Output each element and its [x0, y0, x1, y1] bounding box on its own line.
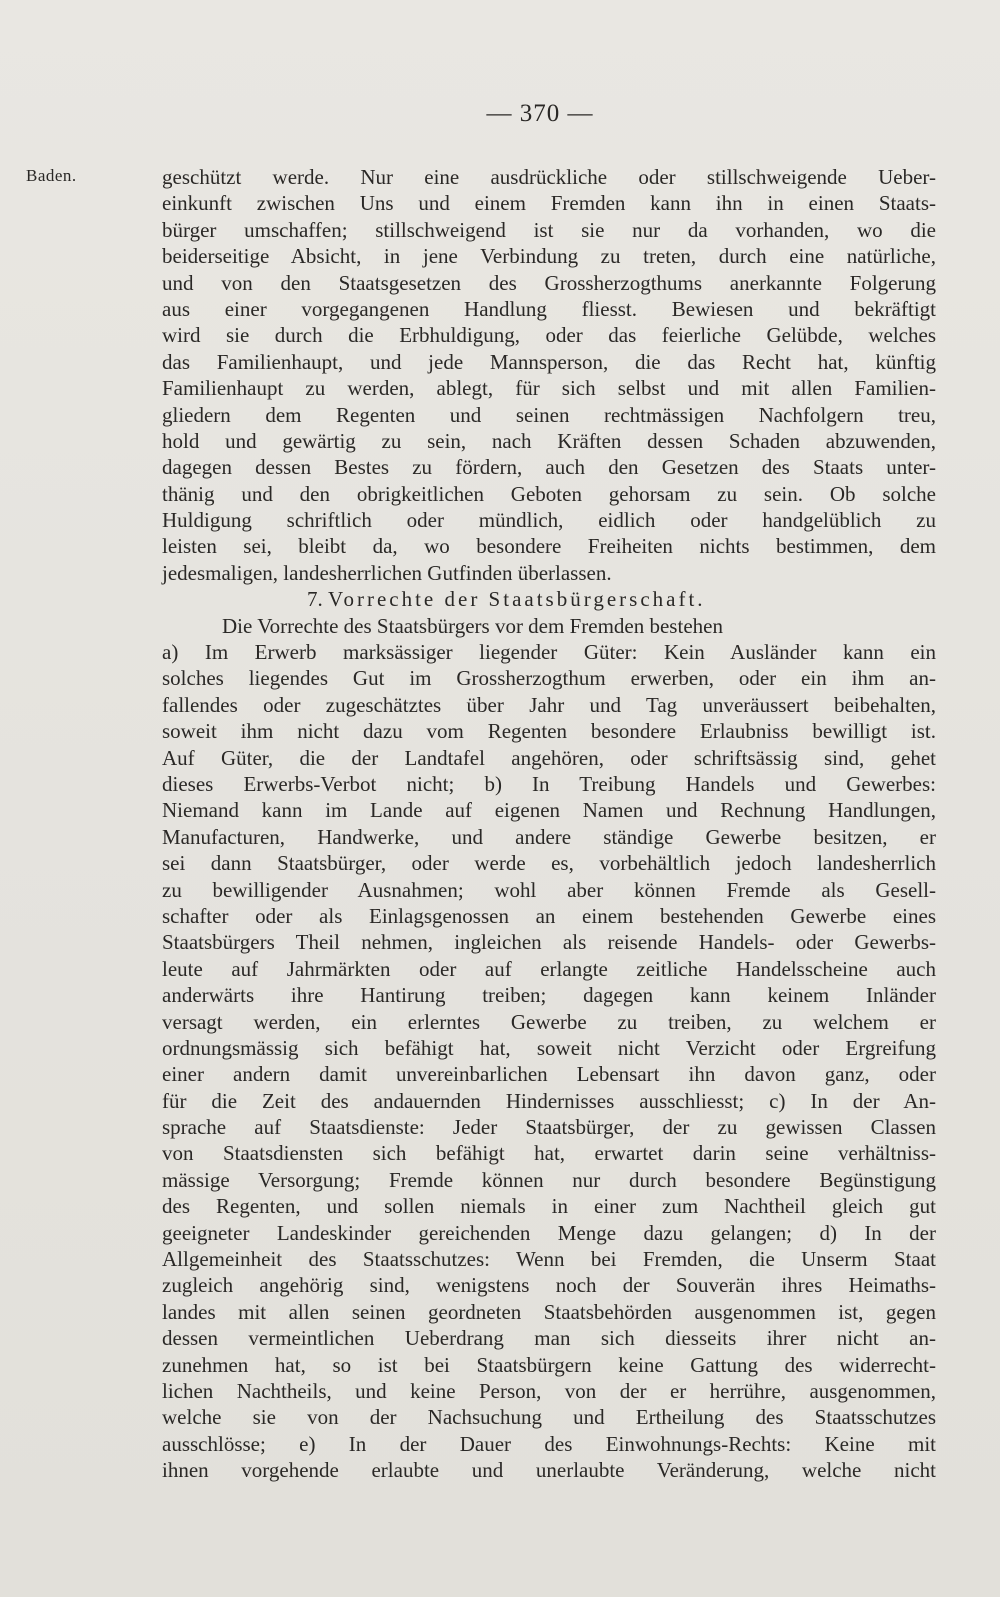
text-line: sei dann Staatsbürger, oder werde es, vorbehältlich jedoch landesherrlich [162, 851, 936, 876]
text-line: und von den Staatsgesetzen des Grossherzogthums anerkannte Folgerung [162, 270, 936, 295]
text-line: leute auf Jahrmärkten oder auf erlangte zeitliche Handelsscheine auch [162, 956, 936, 981]
section-number: 7. [307, 587, 323, 612]
text-line: a) Im Erwerb marksässiger liegender Güter: Kein Ausländer kann ein [162, 640, 936, 665]
section-title: Vorrechte der Staatsbürgerschaft. [328, 587, 706, 612]
text-line: geeigneter Landeskinder gereichenden Menge dazu gelangen; d) In der [162, 1220, 936, 1245]
text-line: sprache auf Staatsdienste: Jeder Staatsbürger, der zu gewissen Classen [162, 1115, 936, 1140]
text-line: solches liegendes Gut im Grossherzogthum erwerben, oder ein ihm an- [162, 666, 936, 691]
text-line: fallendes oder zugeschätztes über Jahr und Tag unveräussert beibehalten, [162, 692, 936, 717]
paragraph-citizenship-acquisition [162, 164, 936, 586]
text-line: zugleich angehörig sind, wenigstens noch der Souverän ihres Heimaths- [162, 1273, 936, 1298]
text-line: Niemand kann im Lande auf eigenen Namen und Rechnung Handlungen, [162, 798, 936, 823]
text-line: zu bewilligender Ausnahmen; wohl aber können Fremde als Gesell- [162, 877, 936, 902]
text-line: für die Zeit des andauernden Hindernisses ausschliesst; c) In der An- [162, 1088, 936, 1113]
text-line: soweit ihm nicht dazu vom Regenten besondere Erlaubniss bewilligt ist. [162, 719, 936, 744]
text-line: ordnungsmässig sich befähigt hat, soweit nicht Verzicht oder Ergreifung [162, 1035, 936, 1060]
text-line: aus einer vorgegangenen Handlung fliesst. Bewiesen und bekräftigt [162, 296, 936, 321]
text-line: zunehmen hat, so ist bei Staatsbürgern keine Gattung des widerrecht- [162, 1352, 936, 1377]
text-line: Auf Güter, die der Landtafel angehören, oder schriftsässig sind, gehet [162, 745, 936, 770]
text-line: dagegen dessen Bestes zu fördern, auch den Gesetzen des Staats unter- [162, 455, 936, 480]
text-line: anderwärts ihre Hantirung treiben; dagegen kann keinem Inländer [162, 983, 936, 1008]
text-line: wird sie durch die Erbhuldigung, oder das feierliche Gelübde, welches [162, 323, 936, 348]
text-line: Allgemeinheit des Staatsschutzes: Wenn bei Fremden, die Unserm Staat [162, 1247, 936, 1272]
text-line: geschützt werde. Nur eine ausdrückliche oder stillschweigende Ueber- [162, 165, 936, 189]
text-line: ausschlösse; e) In der Dauer des Einwohnungs-Rechts: Keine mit [162, 1431, 936, 1456]
text-line: leisten sei, bleibt da, wo besondere Freiheiten nichts bestimmen, dem [162, 534, 936, 559]
text-line: ihnen vorgehende erlaubte und unerlaubte Veränderung, welche nicht [162, 1458, 936, 1483]
text-line: des Regenten, und sollen niemals in einer zum Nachtheil gleich gut [162, 1194, 936, 1219]
text-line: Familienhaupt zu werden, ablegt, für sich selbst und mit allen Familien- [162, 376, 936, 401]
text-line: dieses Erwerbs-Verbot nicht; b) In Treibung Handels und Gewerbes: [162, 771, 936, 796]
text-line: dessen vermeintlichen Ueberdrang man sich diesseits ihrer nicht an- [162, 1326, 936, 1351]
text-line: thänig und den obrigkeitlichen Geboten gehorsam zu sein. Ob solche [162, 481, 936, 506]
body-text [162, 164, 936, 1484]
text-line: lichen Nachtheils, und keine Person, von der er herrühre, ausgenommen, [162, 1378, 936, 1403]
page-number: — 370 — [486, 100, 594, 127]
text-line: Die Vorrechte des Staatsbürgers vor dem Fremden bestehen [222, 613, 723, 638]
text-line: landes mit allen seinen geordneten Staatsbehörden ausgenommen ist, gegen [162, 1299, 936, 1324]
text-line: das Familienhaupt, und jede Mannsperson, die das Recht hat, künftig [162, 349, 936, 374]
text-line: jedesmaligen, landesherrlichen Gutfinden überlassen. [162, 560, 612, 585]
text-line: schafter oder als Einlagsgenossen an einem bestehenden Gewerbe eines [162, 903, 936, 928]
text-line: Staatsbürgers Theil nehmen, ingleichen als reisende Handels- oder Gewerbs- [162, 930, 936, 955]
text-line: beiderseitige Absicht, in jene Verbindung zu treten, durch eine natürliche, [162, 244, 936, 269]
text-line: versagt werden, ein erlerntes Gewerbe zu treiben, zu welchem er [162, 1009, 936, 1034]
text-line: hold und gewärtig zu sein, nach Kräften dessen Schaden abzuwenden, [162, 428, 936, 453]
text-line: mässige Versorgung; Fremde können nur durch besondere Begünstigung [162, 1167, 936, 1192]
margin-note: Baden. [26, 166, 77, 185]
text-line: gliedern dem Regenten und seinen rechtmässigen Nachfolgern treu, [162, 402, 936, 427]
section-heading [162, 586, 936, 612]
text-line: einkunft zwischen Uns und einem Fremden kann ihn in einen Staats- [162, 191, 936, 216]
text-line: bürger umschaffen; stillschweigend ist sie nur da vorhanden, wo die [162, 217, 936, 242]
text-line: einer andern damit unvereinbarlichen Lebensart ihn davon ganz, oder [162, 1062, 936, 1087]
paragraph-citizen-privileges [162, 613, 936, 1484]
text-line: Manufacturen, Handwerke, und andere ständige Gewerbe besitzen, er [162, 824, 936, 849]
text-line: welche sie von der Nachsuchung und Ertheilung des Staatsschutzes [162, 1405, 936, 1430]
text-line: von Staatsdiensten sich befähigt hat, erwartet darin seine verhältniss- [162, 1141, 936, 1166]
text-line: Huldigung schriftlich oder mündlich, eidlich oder handgelüblich zu [162, 508, 936, 533]
